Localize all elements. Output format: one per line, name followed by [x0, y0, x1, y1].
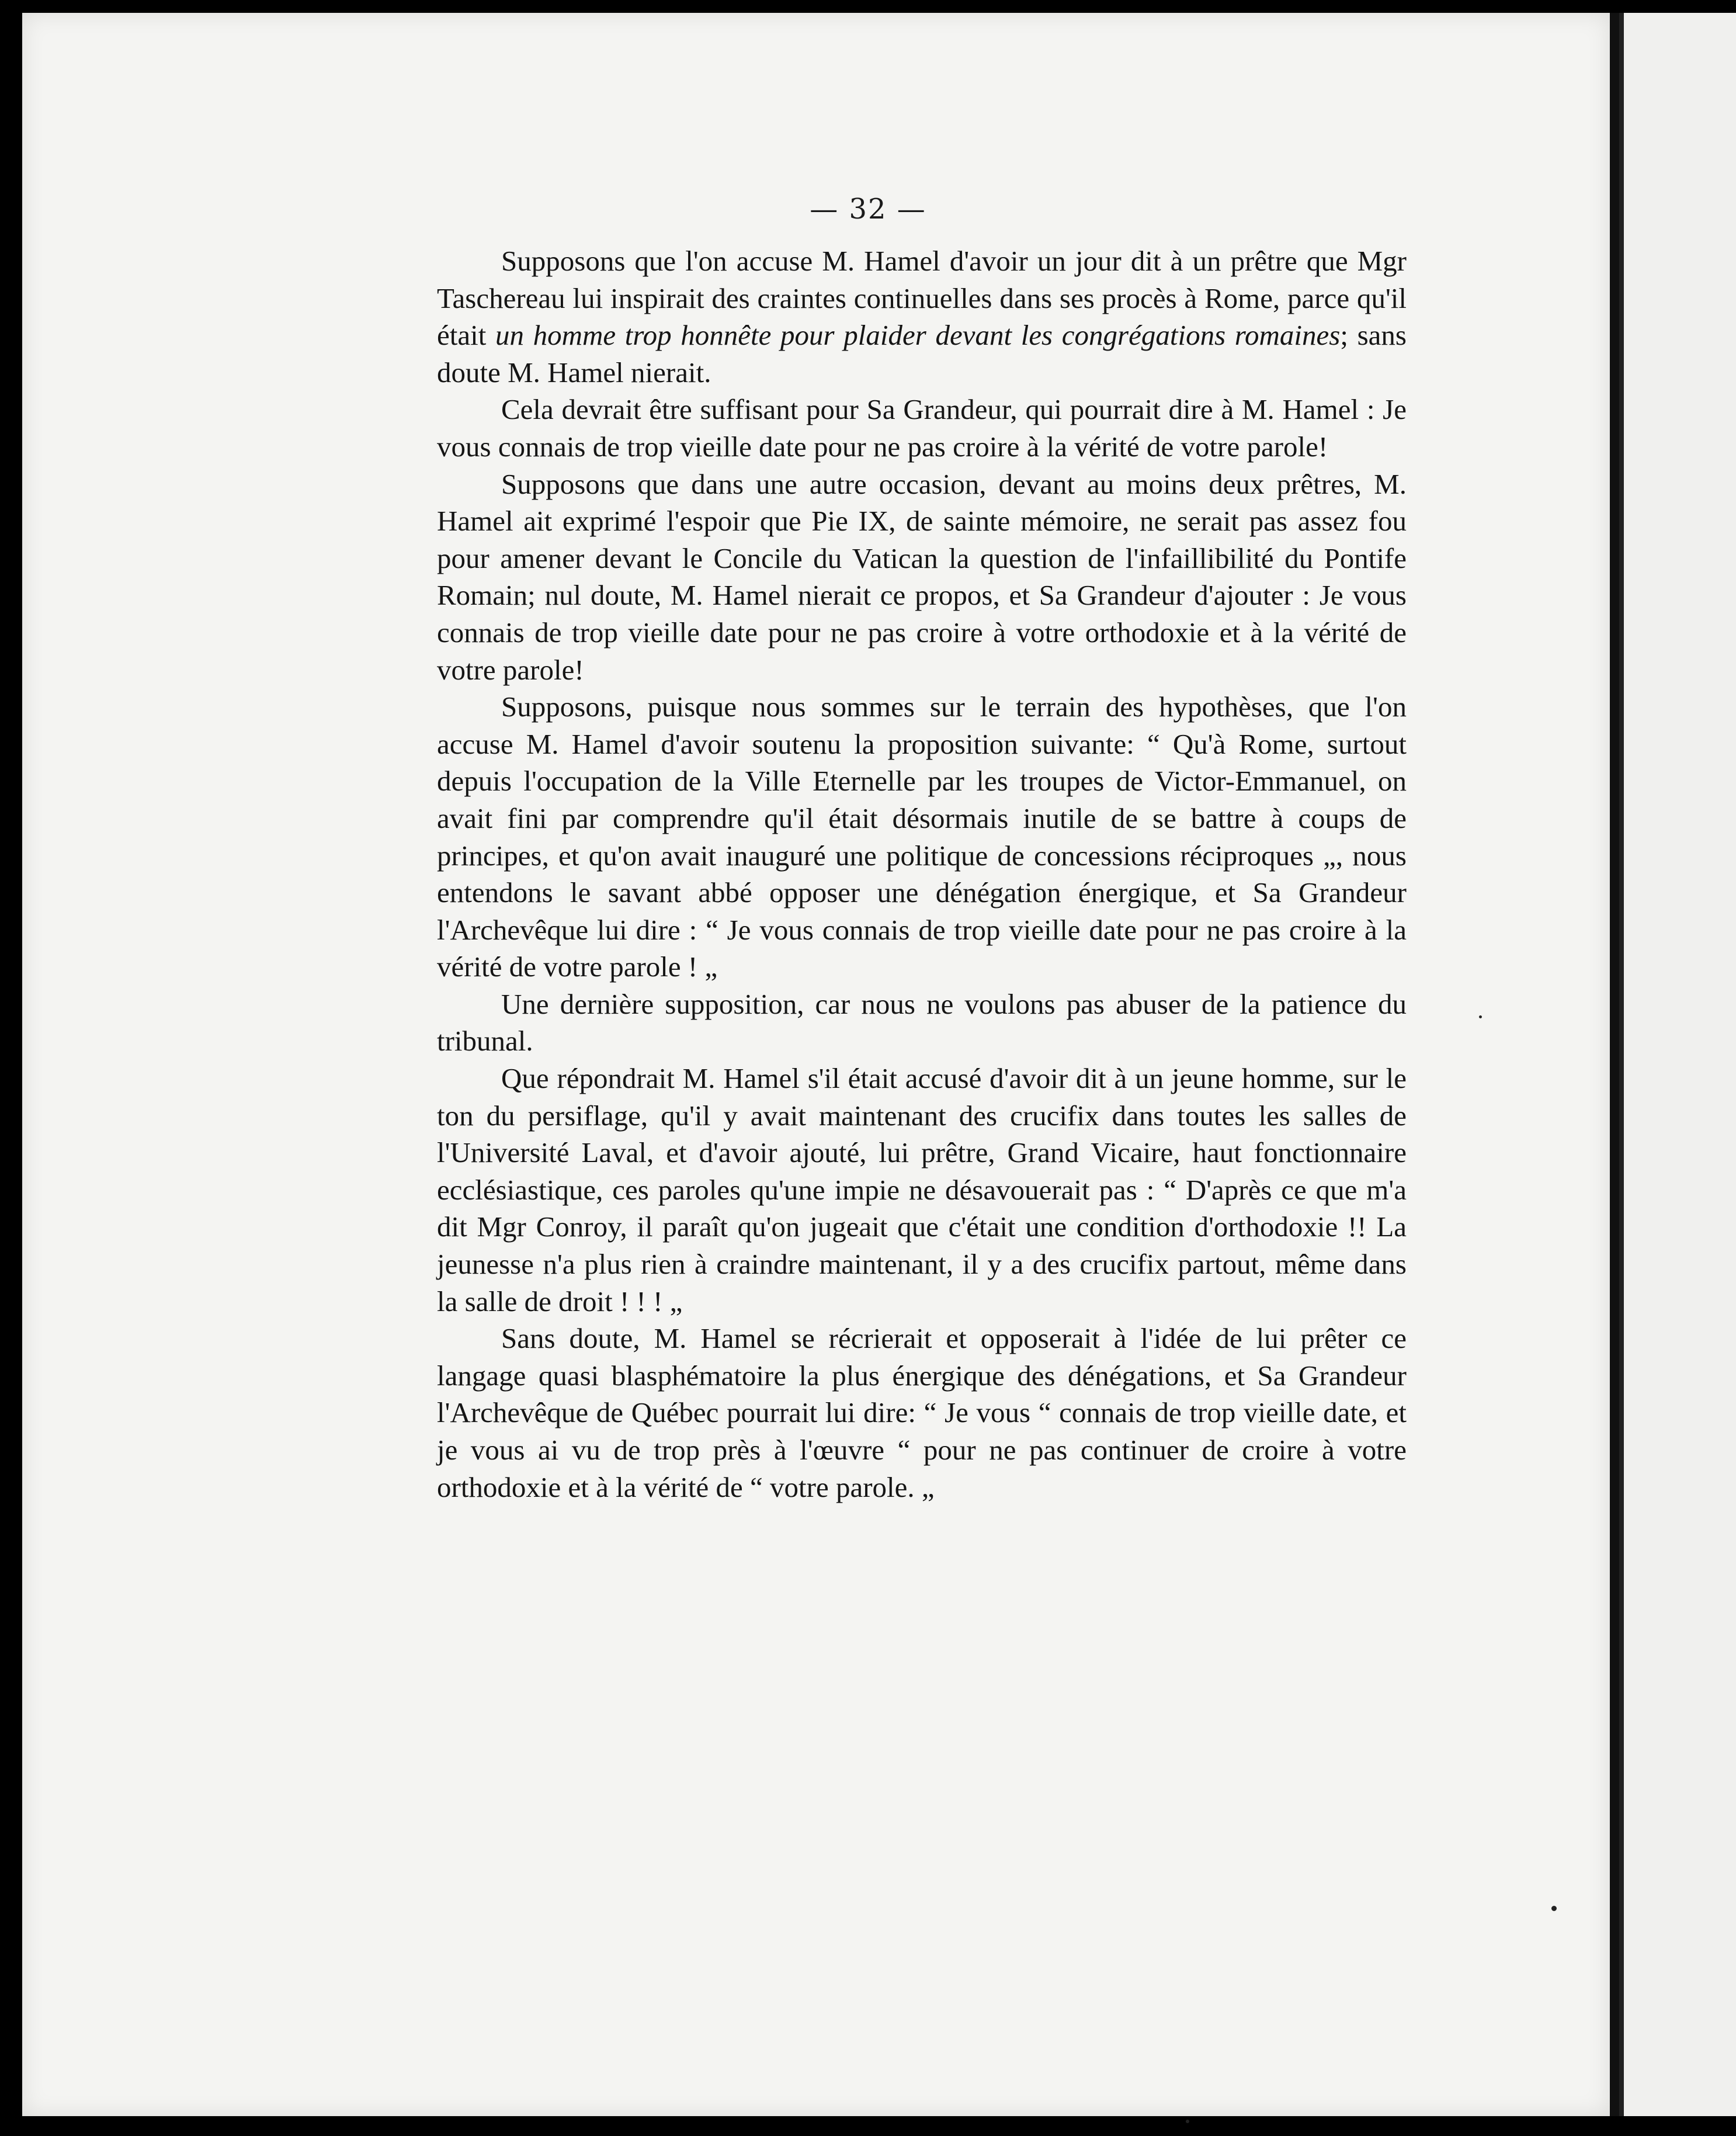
- scan-speck: [1186, 2120, 1189, 2123]
- page-number: — 32 —: [810, 193, 926, 226]
- paragraph-2: Cela devrait être suffisant pour Sa Grandeur, qui pourrait dire à M. Hamel : Je vous connais de trop vieille date pour ne pas croire à la vérité de votre parole!: [437, 393, 1407, 463]
- paragraph-3: Supposons que dans une autre occasion, devant au moins deux prêtres, M. Hamel ait exprimé l'espoir que Pie IX, de sainte mémoire, ne serait pas assez fou pour amener devant le Concile du Vatican la question de l'infaillibilité du Pontife Romain; nul doute, M. Hamel nierait ce propos, et Sa Grandeur d'ajouter : Je vous connais de trop vieille date pour ne pas croire à votre orthodoxie et à la vérité de votre parole!: [437, 467, 1407, 686]
- paragraph-6: Que répondrait M. Hamel s'il était accusé d'avoir dit à un jeune homme, sur le ton du persiflage, qu'il y avait maintenant des crucifix dans toutes les salles de l'Université Laval, et d'avoir ajouté, lui prêtre, Grand Vicaire, haut fonctionnaire ecclésiastique, ces paroles qu'une impie ne désavouerait pas : “ D'après ce que m'a dit Mgr Conroy, il paraît qu'on jugeait que c'était une condition d'orthodoxie !! La jeunesse n'a plus rien à craindre maintenant, il y a des crucifix partout, même dans la salle de droit ! ! ! „: [437, 1062, 1407, 1317]
- paragraph-7: Sans doute, M. Hamel se récrierait et opposerait à l'idée de lui prêter ce langage quasi blasphématoire la plus énergique des dénégations, et Sa Grandeur l'Archevêque de Québec pourrait lui dire: “ Je vous “ connais de trop vieille date, et je vous ai vu de trop près à l'œuvre “ pour ne pas continuer de croire à votre orthodoxie et à la vérité de “ votre parole. „: [437, 1322, 1407, 1503]
- paragraph-1-start: Supposons que l'on accuse M. Hamel d'avoir un jour dit à un prêtre que Mgr Taschereau lui inspirait des craintes continuelles dans ses procès à Rome, parce qu'il était: [437, 245, 1407, 352]
- paragraph-5: Une dernière supposition, car nous ne voulons pas abuser de la patience du tribunal.: [437, 987, 1407, 1057]
- adjacent-page-edge: [1619, 13, 1736, 2116]
- paragraph-1-italic: un homme trop honnête pour plaider devant les congrégations romaines: [495, 319, 1341, 352]
- paragraph-4: Supposons, puisque nous sommes sur le terrain des hypothèses, que l'on accuse M. Hamel d'avoir soutenu la proposition suivante: “ Qu'à Rome, surtout depuis l'occupation de la Ville Eternelle par les troupes de Victor-Emmanuel, on avait fini par comprendre qu'il était désormais inutile de se battre à coups de principes, et qu'on avait inauguré une politique de concessions réciproques „, nous entendons le savant abbé opposer une dénégation énergique, et Sa Grandeur l'Archevêque lui dire : “ Je vous connais de trop vieille date pour ne pas croire à la vérité de votre parole ! „: [437, 691, 1407, 983]
- scan-speck: [1551, 1906, 1557, 1911]
- paragraph-1-end: ; sans doute M. Hamel nierait.: [437, 319, 1407, 389]
- body-text: [437, 242, 1407, 1506]
- scan-speck: [1479, 1015, 1482, 1018]
- paragraph-1: [437, 242, 1407, 391]
- page-gutter: [1610, 13, 1619, 2116]
